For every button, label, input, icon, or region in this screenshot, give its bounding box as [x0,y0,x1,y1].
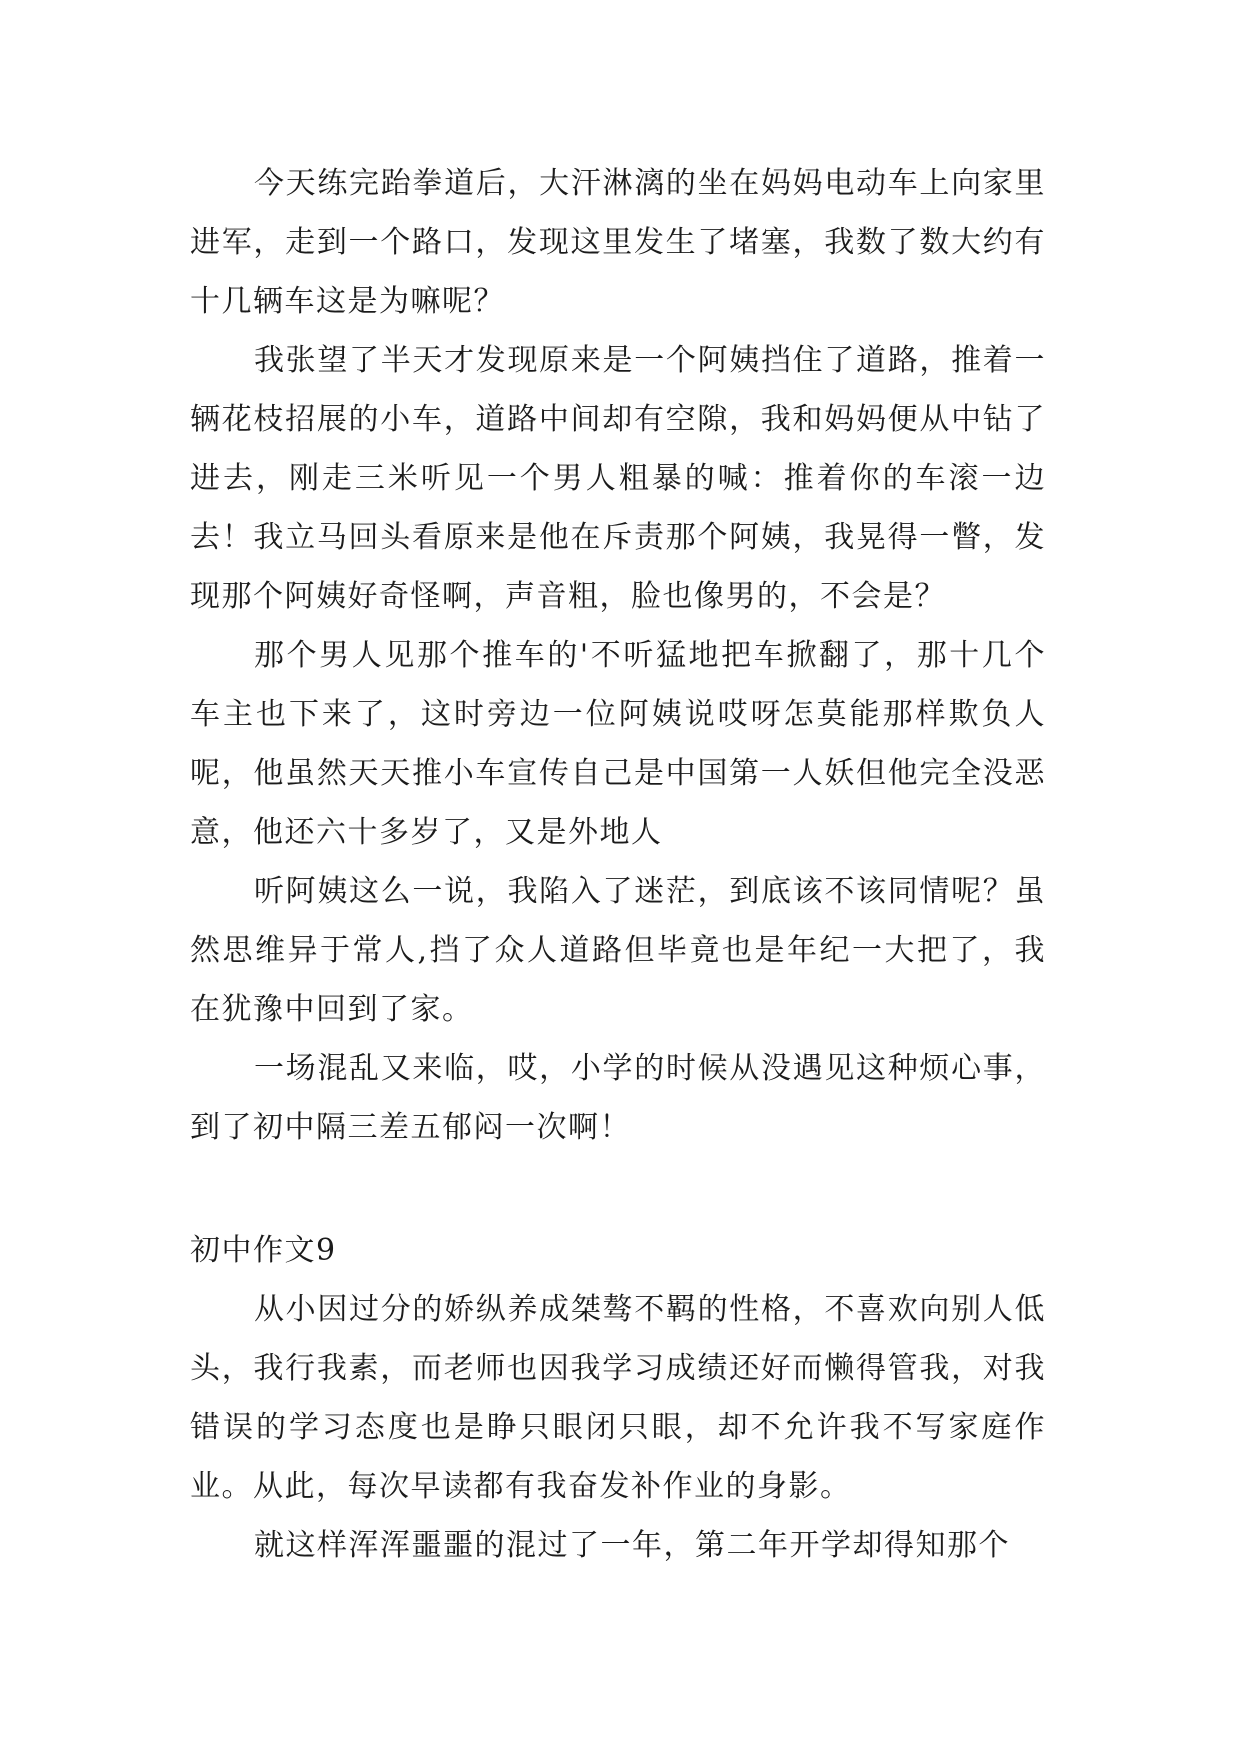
section-title: 初中作文9 [190,1233,337,1268]
section-gap [190,1157,1046,1221]
paragraph: 我张望了半天才发现原来是一个阿姨挡住了道路，推着一辆花枝招展的小车，道路中间却有空隙，我和妈妈便从中钻了进去，刚走三米听见一个男人粗暴的喊：推着你的车滚一边去！我立马回头看原来是他在斥责那个阿姨，我晃得一瞥，发现那个阿姨好奇怪啊，声音粗，脸也像男的，不会是？ [190,343,1046,614]
paragraph: 一场混乱又来临，哎，小学的时候从没遇见这种烦心事，到了初中隔三差五郁闷一次啊！ [190,1051,1046,1145]
paragraph: 就这样浑浑噩噩的混过了一年，第二年开学却得知那个 [254,1528,1010,1563]
paragraph: 听阿姨这么一说，我陷入了迷茫，到底该不该同情呢？虽然思维异于常人,挡了众人道路但毕竟也是年纪一大把了，我在犹豫中回到了家。 [190,874,1046,1027]
document-body [190,154,1046,1575]
paragraph: 今天练完跆拳道后，大汗淋漓的坐在妈妈电动车上向家里进军，走到一个路口，发现这里发生了堵塞，我数了数大约有十几辆车这是为嘛呢？ [190,166,1046,319]
paragraph: 那个男人见那个推车的'不听猛地把车掀翻了，那十几个车主也下来了，这时旁边一位阿姨说哎呀怎莫能那样欺负人呢，他虽然天天推小车宣传自己是中国第一人妖但他完全没恶意，他还六十多岁了，又是外地人 [190,638,1046,850]
paragraph: 从小因过分的娇纵养成桀骜不羁的性格，不喜欢向别人低头，我行我素，而老师也因我学习成绩还好而懒得管我，对我错误的学习态度也是睁只眼闭只眼，却不允许我不写家庭作业。从此，每次早读都有我奋发补作业的身影。 [190,1292,1046,1504]
